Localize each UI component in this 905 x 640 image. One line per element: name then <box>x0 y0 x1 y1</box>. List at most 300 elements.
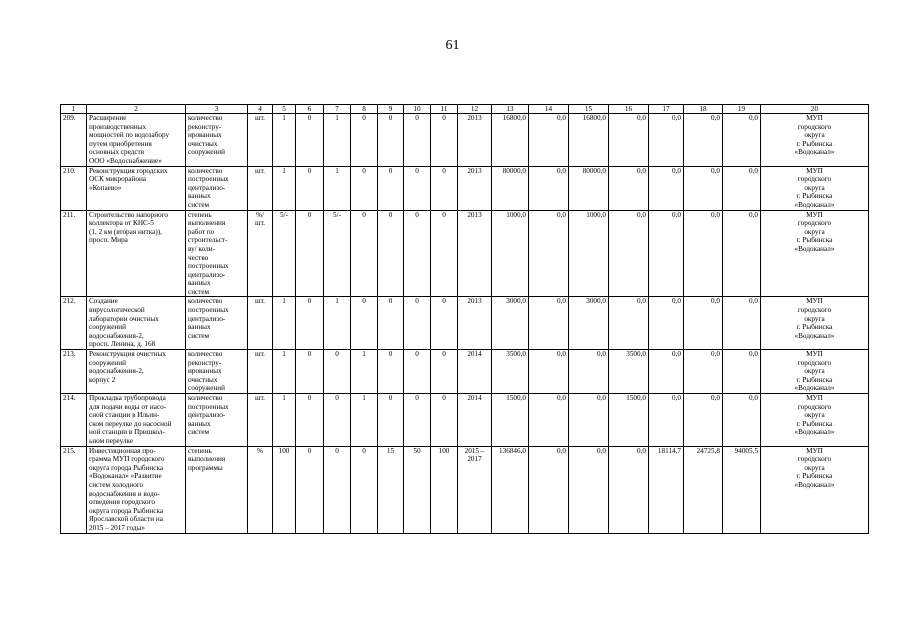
indicator-name-text: количество построенных централизо- ванных систем <box>188 394 229 437</box>
value-cell <box>378 210 404 297</box>
header-cell: 1 <box>61 105 87 114</box>
value-cell <box>296 350 324 394</box>
indicator-name-text: количество реконстру- ированных очистных сооружений <box>188 114 225 157</box>
value-cell <box>378 166 404 210</box>
row-number <box>61 350 87 394</box>
funding-cell-text: 0,0 <box>637 446 646 455</box>
header-cell: 3 <box>186 105 248 114</box>
funding-cell <box>723 297 761 350</box>
year-cell <box>458 350 492 394</box>
measure-name <box>87 350 186 394</box>
header-cell: 16 <box>609 105 649 114</box>
value-cell <box>273 394 296 447</box>
value-cell-text: 0 <box>388 210 393 219</box>
value-cell <box>324 446 351 533</box>
value-cell-text: 0 <box>442 114 446 122</box>
funding-cell <box>609 210 649 297</box>
funding-cell-text: 16800,0 <box>582 114 606 122</box>
funding-cell <box>649 394 684 447</box>
total-cell-text: 3500,0 <box>506 350 526 359</box>
row-number-text: 213. <box>63 350 76 359</box>
unit-text: % <box>257 446 263 455</box>
indicator-name <box>186 297 248 350</box>
value-cell-text: 0 <box>362 210 366 219</box>
funding-cell-text: 0,0 <box>597 350 606 359</box>
measure-name-text: Реконструкция очистных сооружений водоснабжения-2, корпус 2 <box>89 350 166 384</box>
funding-cell-text: 0,0 <box>557 114 566 122</box>
value-cell <box>351 166 378 210</box>
unit-text: шт. <box>255 350 265 359</box>
value-cell-text: 1 <box>335 114 339 122</box>
funding-cell <box>609 297 649 350</box>
indicator-name <box>186 114 248 167</box>
funding-cell-text: 0,0 <box>749 350 758 359</box>
header-cell: 18 <box>684 105 723 114</box>
funding-cell-text: 24725,8 <box>696 446 720 455</box>
funding-cell-text: 0,0 <box>637 297 646 306</box>
value-cell <box>378 394 404 447</box>
funding-cell <box>723 166 761 210</box>
funding-cell <box>529 446 569 533</box>
funding-cell-text: 3500,0 <box>626 350 646 359</box>
value-cell-text: 0 <box>307 114 312 122</box>
total-cell <box>492 210 529 297</box>
value-cell-text: 0 <box>307 350 312 359</box>
year-cell <box>458 297 492 350</box>
value-cell-text: 100 <box>438 446 450 455</box>
header-row <box>61 105 869 114</box>
funding-cell-text: 0,0 <box>557 394 566 402</box>
funding-cell <box>569 394 609 447</box>
value-cell-text: 15 <box>386 446 395 455</box>
value-cell-text: 0 <box>307 394 312 402</box>
value-cell <box>273 446 296 533</box>
year-cell-text: 2014 <box>467 350 482 359</box>
executor-cell <box>761 394 869 447</box>
value-cell <box>431 394 458 447</box>
header-cell: 19 <box>723 105 761 114</box>
row-number <box>61 394 87 447</box>
value-cell-text: 0 <box>388 114 393 122</box>
value-cell <box>324 297 351 350</box>
row-number-text: 215. <box>63 446 76 455</box>
header-cell: 4 <box>248 105 273 114</box>
unit <box>248 350 273 394</box>
investment-table <box>60 104 869 534</box>
value-cell-text: 0 <box>415 350 419 359</box>
funding-cell <box>569 446 609 533</box>
funding-cell-text: 3000,0 <box>586 297 606 306</box>
value-cell <box>404 166 431 210</box>
funding-cell-text: 0,0 <box>557 350 566 359</box>
funding-cell-text: 0,0 <box>637 114 646 122</box>
table-row <box>61 446 869 533</box>
value-cell-text: 5/- <box>280 210 288 219</box>
funding-cell <box>609 350 649 394</box>
value-cell <box>351 350 378 394</box>
value-cell <box>378 114 404 167</box>
header-cell: 8 <box>351 105 378 114</box>
value-cell-text: 0 <box>362 166 366 175</box>
value-cell <box>296 446 324 533</box>
funding-cell <box>609 114 649 167</box>
value-cell <box>273 210 296 297</box>
year-cell-text: 2013 <box>467 114 482 122</box>
funding-cell <box>723 350 761 394</box>
funding-cell <box>723 210 761 297</box>
funding-cell-text: 0,0 <box>711 166 720 175</box>
value-cell <box>431 446 458 533</box>
funding-cell <box>569 297 609 350</box>
year-cell <box>458 210 492 297</box>
executor-cell-text: МУП городского округа г. Рыбинска «Водоканал» <box>794 297 835 340</box>
value-cell-text: 1 <box>335 166 339 175</box>
measure-name <box>87 114 186 167</box>
unit-text: %/ шт. <box>255 210 265 228</box>
total-cell <box>492 446 529 533</box>
indicator-name-text: количество построенных централизо- ванных систем <box>188 166 229 209</box>
indicator-name <box>186 210 248 297</box>
value-cell <box>378 350 404 394</box>
value-cell <box>296 210 324 297</box>
funding-cell <box>649 446 684 533</box>
year-cell <box>458 394 492 447</box>
value-cell <box>324 210 351 297</box>
funding-cell-text: 0,0 <box>672 210 681 219</box>
funding-cell-text: 0,0 <box>749 166 758 175</box>
row-number-text: 209. <box>63 114 76 122</box>
year-cell-text: 2015 – 2017 <box>464 446 485 464</box>
executor-cell <box>761 114 869 167</box>
header-cell: 13 <box>492 105 529 114</box>
value-cell-text: 0 <box>442 350 446 359</box>
funding-cell <box>529 166 569 210</box>
value-cell-text: 0 <box>307 297 312 306</box>
unit-text: шт. <box>255 166 265 175</box>
value-cell-text: 0 <box>335 350 339 359</box>
funding-cell <box>609 446 649 533</box>
value-cell <box>431 210 458 297</box>
executor-cell-text: МУП городского округа г. Рыбинска «Водоканал» <box>794 394 835 437</box>
unit-text: шт. <box>255 394 265 402</box>
funding-cell-text: 0,0 <box>672 114 681 122</box>
funding-cell <box>723 446 761 533</box>
measure-name <box>87 446 186 533</box>
value-cell-text: 0 <box>415 210 419 219</box>
funding-cell-text: 1500,0 <box>626 394 646 402</box>
funding-cell-text: 80000,0 <box>582 166 606 175</box>
row-number-text: 214. <box>63 394 76 402</box>
funding-cell <box>569 210 609 297</box>
indicator-name-text: количество построенных централизо- ванных систем <box>188 297 229 340</box>
executor-cell <box>761 166 869 210</box>
header-cell: 10 <box>404 105 431 114</box>
table-body <box>61 105 869 534</box>
measure-name-text: Реконструкция городских ОСК микрорайона «Копаево» <box>89 166 168 192</box>
funding-cell <box>569 114 609 167</box>
table-row <box>61 394 869 447</box>
unit <box>248 446 273 533</box>
executor-cell-text: МУП городского округа г. Рыбинска «Водоканал» <box>794 210 835 253</box>
funding-cell-text: 0,0 <box>557 446 566 455</box>
value-cell-text: 1 <box>362 350 366 359</box>
funding-cell-text: 0,0 <box>637 166 646 175</box>
row-number-text: 212. <box>63 297 76 306</box>
funding-cell <box>723 394 761 447</box>
funding-cell-text: 0,0 <box>749 297 758 306</box>
funding-cell-text: 0,0 <box>749 394 758 402</box>
total-cell-text: 16800,0 <box>502 114 526 122</box>
value-cell-text: 100 <box>278 446 290 455</box>
measure-name-text: Строительство напорного коллектора от КНС-5 (1, 2 км (вторая нитка)), просп. Мира <box>89 210 169 245</box>
value-cell <box>404 210 431 297</box>
funding-cell-text: 0,0 <box>711 114 720 122</box>
value-cell <box>324 114 351 167</box>
unit-text: шт. <box>255 114 265 122</box>
funding-cell-text: 18114,7 <box>657 446 681 455</box>
header-cell: 17 <box>649 105 684 114</box>
value-cell <box>296 166 324 210</box>
value-cell <box>273 297 296 350</box>
value-cell-text: 0 <box>362 446 366 455</box>
measure-name-text: Создание вирусологической лаборатории очистных сооружений водоснабжения-2, просп. Ленина, д. 168 <box>89 297 159 349</box>
funding-cell <box>684 394 723 447</box>
value-cell-text: 0 <box>415 297 419 306</box>
unit <box>248 114 273 167</box>
executor-cell-text: МУП городского округа г. Рыбинска «Водоканал» <box>794 166 835 209</box>
value-cell-text: 0 <box>362 297 366 306</box>
value-cell-text: 0 <box>307 210 312 219</box>
header-cell: 9 <box>378 105 404 114</box>
funding-cell-text: 0,0 <box>711 394 720 402</box>
funding-cell <box>684 114 723 167</box>
value-cell-text: 0 <box>415 114 419 122</box>
funding-cell-text: 0,0 <box>557 297 566 306</box>
value-cell-text: 0 <box>442 210 446 219</box>
funding-cell <box>529 297 569 350</box>
year-cell <box>458 446 492 533</box>
unit <box>248 166 273 210</box>
value-cell-text: 0 <box>415 394 419 402</box>
executor-cell-text: МУП городского округа г. Рыбинска «Водоканал» <box>794 114 835 157</box>
value-cell-text: 0 <box>388 166 393 175</box>
funding-cell <box>529 114 569 167</box>
value-cell <box>351 210 378 297</box>
funding-cell <box>529 394 569 447</box>
value-cell-text: 50 <box>413 446 421 455</box>
funding-cell <box>569 166 609 210</box>
funding-cell-text: 0,0 <box>672 350 681 359</box>
indicator-name-text: степень выполнения программы <box>188 446 226 472</box>
value-cell <box>324 394 351 447</box>
funding-cell <box>684 210 723 297</box>
year-cell-text: 2013 <box>467 297 482 306</box>
funding-cell-text: 0,0 <box>672 394 681 402</box>
unit <box>248 394 273 447</box>
funding-cell-text: 0,0 <box>557 166 566 175</box>
value-cell <box>431 114 458 167</box>
measure-name-text: Расширение производственных мощностей по водозабору путем приобретения основных средств ООО «Водоснабжение» <box>89 114 170 165</box>
total-cell-text: 1000,0 <box>506 210 526 219</box>
year-cell-text: 2013 <box>467 166 482 175</box>
value-cell-text: 0 <box>415 166 419 175</box>
funding-cell-text: 0,0 <box>557 210 566 219</box>
row-number <box>61 210 87 297</box>
value-cell <box>324 166 351 210</box>
funding-cell-text: 0,0 <box>711 297 720 306</box>
value-cell <box>431 297 458 350</box>
value-cell-text: 0 <box>388 350 393 359</box>
value-cell <box>404 394 431 447</box>
funding-cell <box>649 350 684 394</box>
executor-cell-text: МУП городского округа г. Рыбинска «Водоканал» <box>794 446 835 489</box>
value-cell <box>296 114 324 167</box>
year-cell <box>458 114 492 167</box>
funding-cell <box>609 166 649 210</box>
funding-cell <box>609 394 649 447</box>
row-number-text: 211. <box>63 210 76 219</box>
value-cell <box>296 297 324 350</box>
measure-name <box>87 297 186 350</box>
value-cell <box>351 394 378 447</box>
funding-cell-text: 0,0 <box>711 210 720 219</box>
value-cell <box>273 350 296 394</box>
indicator-name-text: степень выполнения работ по строительст- ву/ коли- чество построенных централизо- ванных систем <box>188 210 229 296</box>
value-cell-text: 0 <box>442 394 446 402</box>
table-row <box>61 210 869 297</box>
value-cell-text: 0 <box>362 114 366 122</box>
total-cell <box>492 394 529 447</box>
value-cell-text: 0 <box>442 297 446 306</box>
executor-cell <box>761 446 869 533</box>
value-cell-text: 0 <box>307 166 312 175</box>
indicator-name <box>186 394 248 447</box>
value-cell <box>378 297 404 350</box>
executor-cell-text: МУП городского округа г. Рыбинска «Водоканал» <box>794 350 835 393</box>
funding-cell-text: 0,0 <box>597 446 606 455</box>
value-cell-text: 1 <box>282 350 286 359</box>
value-cell <box>296 394 324 447</box>
page-number: 61 <box>445 38 460 53</box>
value-cell-text: 0 <box>388 394 393 402</box>
value-cell-text: 1 <box>282 394 286 402</box>
measure-name-text: Прокладка трубопровода для подачи воды от насо- сной станции в Ильин- ском переулке до насосной ной станции в Пришкол- ьном переулке <box>89 394 172 445</box>
unit-text: шт. <box>255 297 265 306</box>
value-cell <box>351 297 378 350</box>
funding-cell <box>684 350 723 394</box>
executor-cell <box>761 350 869 394</box>
value-cell-text: 0 <box>307 446 312 455</box>
funding-cell-text: 0,0 <box>672 166 681 175</box>
header-cell: 14 <box>529 105 569 114</box>
indicator-name <box>186 350 248 394</box>
row-number-text: 210. <box>63 166 76 175</box>
funding-cell <box>649 210 684 297</box>
row-number <box>61 114 87 167</box>
value-cell-text: 0 <box>388 297 393 306</box>
measure-name <box>87 166 186 210</box>
value-cell-text: 0 <box>335 394 339 402</box>
funding-cell-text: 1000,0 <box>586 210 606 219</box>
executor-cell <box>761 210 869 297</box>
funding-cell-text: 0,0 <box>749 114 758 122</box>
value-cell-text: 1 <box>362 394 366 402</box>
value-cell-text: 1 <box>335 297 339 306</box>
header-cell: 6 <box>296 105 324 114</box>
funding-cell <box>529 350 569 394</box>
row-number <box>61 297 87 350</box>
total-cell <box>492 166 529 210</box>
value-cell <box>404 297 431 350</box>
row-number <box>61 446 87 533</box>
indicator-name <box>186 166 248 210</box>
total-cell-text: 136846,0 <box>499 446 526 455</box>
header-cell: 5 <box>273 105 296 114</box>
funding-cell <box>684 166 723 210</box>
total-cell-text: 80000,0 <box>502 166 526 175</box>
total-cell <box>492 350 529 394</box>
value-cell <box>404 114 431 167</box>
value-cell <box>273 114 296 167</box>
value-cell-text: 5/- <box>333 210 341 219</box>
year-cell-text: 2014 <box>467 394 482 402</box>
value-cell <box>404 350 431 394</box>
value-cell <box>404 446 431 533</box>
funding-cell-text: 0,0 <box>711 350 720 359</box>
header-cell: 2 <box>87 105 186 114</box>
measure-name <box>87 394 186 447</box>
table-row <box>61 297 869 350</box>
funding-cell-text: 0,0 <box>749 210 758 219</box>
table-row <box>61 166 869 210</box>
unit <box>248 297 273 350</box>
header-cell: 20 <box>761 105 869 114</box>
indicator-name-text: количество реконстру- ированных очистных сооружений <box>188 350 225 393</box>
value-cell <box>351 446 378 533</box>
total-cell-text: 1500,0 <box>506 394 526 402</box>
funding-cell <box>569 350 609 394</box>
funding-cell <box>529 210 569 297</box>
year-cell-text: 2013 <box>467 210 482 219</box>
funding-cell <box>684 446 723 533</box>
unit <box>248 210 273 297</box>
funding-cell <box>684 297 723 350</box>
header-cell: 7 <box>324 105 351 114</box>
value-cell-text: 1 <box>282 114 286 122</box>
funding-cell-text: 94005,5 <box>734 446 758 455</box>
measure-name <box>87 210 186 297</box>
funding-cell <box>649 297 684 350</box>
total-cell <box>492 297 529 350</box>
header-cell: 12 <box>458 105 492 114</box>
value-cell <box>273 166 296 210</box>
table-row <box>61 350 869 394</box>
funding-cell <box>649 114 684 167</box>
funding-cell-text: 0,0 <box>637 210 646 219</box>
total-cell-text: 3000,0 <box>506 297 526 306</box>
header-cell: 11 <box>431 105 458 114</box>
value-cell-text: 1 <box>282 166 286 175</box>
total-cell <box>492 114 529 167</box>
value-cell <box>431 166 458 210</box>
value-cell-text: 1 <box>282 297 286 306</box>
year-cell <box>458 166 492 210</box>
funding-cell-text: 0,0 <box>597 394 606 402</box>
header-cell: 15 <box>569 105 609 114</box>
value-cell <box>378 446 404 533</box>
funding-cell-text: 0,0 <box>672 297 681 306</box>
value-cell-text: 0 <box>442 166 446 175</box>
